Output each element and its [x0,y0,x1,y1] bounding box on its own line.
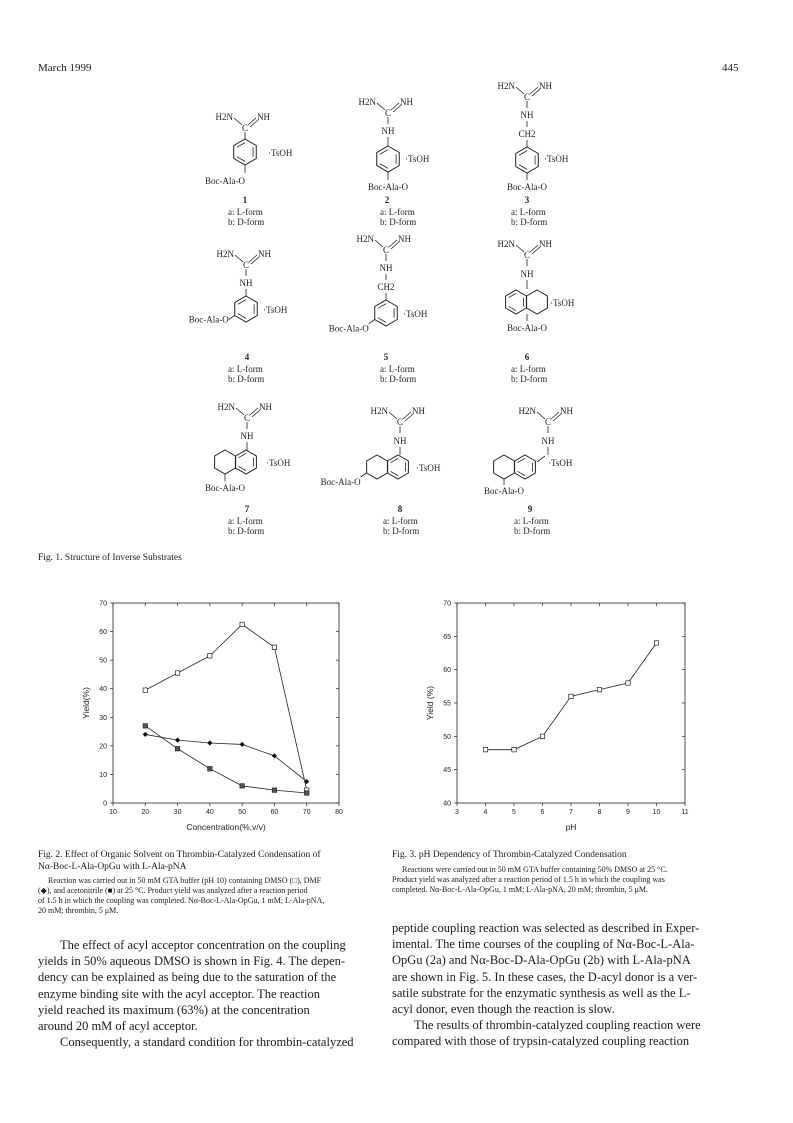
series-1 [143,622,309,792]
left-line-3: dency can be explained as being due to the saturation of the [38,970,337,985]
data-point [208,654,212,658]
benzene-ring [367,455,388,479]
fig3-title: Fig. 3. pH Dependency of Thrombin-Catalyzed Condensation [392,850,627,860]
data-point [208,767,212,771]
data-point [654,641,658,645]
compound-number-9: 9 [527,504,533,514]
y-tick-label: 65 [443,633,451,641]
x-tick-label: 3 [455,809,459,816]
boc-ala-o-label: Boc-Ala-O [484,486,524,496]
h2n-label: H2N [358,97,376,107]
bond [403,412,411,419]
x-tick-label: 7 [569,809,573,816]
series-1 [483,641,658,752]
structure-9 [484,406,573,496]
left-line-7: Consequently, a standard condition for thrombin-catalyzed [60,1035,354,1050]
boc-ala-o-label: Boc-Ala-O [188,314,229,325]
nh-label: NH [379,263,393,273]
structure-2 [359,97,430,192]
y-axis-label: Yield (%) [425,685,435,721]
plot-frame [457,603,685,803]
compound-number-8: 8 [397,504,403,514]
form-b-label: b: D-form [380,217,417,227]
compound-number-1: 1 [242,195,248,205]
data-point [569,694,573,698]
right-line-1: peptide coupling reaction was selected as described in Exper- [392,921,700,935]
y-axis-label: Yield(%) [81,687,91,719]
left-line-1: The effect of acyl acceptor concentration on the coupling [60,938,346,952]
right-line-5: satile substrate for the enzymatic synthesis as well as the L- [392,985,691,1000]
fig2-note-line4: 20 mM; thrombin, 5 μM. [38,906,119,915]
form-a-label: a: L-form [383,516,418,526]
nh-label: NH [560,406,573,416]
chart-axes [443,601,689,817]
form-b-label: b: D-form [514,526,551,536]
bond [229,316,235,320]
fig2-title-line1: Fig. 2. Effect of Organic Solvent on Thrombin-Catalyzed Condensation of [38,850,321,860]
y-tick-label: 55 [443,700,451,708]
structure-8 [321,406,441,487]
left-line-5: yield reached its maximum (63%) at the concentration [38,1002,310,1017]
carbon-label: C [382,245,390,255]
compound-number-6: 6 [524,352,530,362]
y-tick-label: 10 [99,771,107,779]
boc-ala-o-label: Boc-Ala-O [320,477,361,487]
tsoh-label: ·TsOH [550,298,575,308]
bond [537,456,545,462]
bond [389,240,397,247]
nh-label: NH [539,239,552,249]
y-tick-label: 30 [99,714,107,722]
fig3-note-line2: Product yield was analyzed after a reaction period of 1.5 h in which the coupling was [392,874,665,884]
compound-number-2: 2 [384,195,390,205]
carbon-label: C [523,92,531,102]
fig2-note-line3: of 1.5 h in which the coupling was completed. Nα-Boc-L-Ala-OpGu, 1 mM; L-Ala-pNA, [38,896,325,905]
nh-label: NH [539,81,552,91]
x-tick-label: 70 [302,809,311,816]
right-line-8: compared with those of trypsin-catalyzed coupling reaction [392,1034,690,1049]
form-a-label: a: L-form [511,207,546,217]
y-tick-label: 40 [443,800,451,808]
data-point [175,671,179,675]
form-b-label: b: D-form [380,374,417,384]
x-tick-label: 11 [681,809,689,816]
data-point [175,747,179,751]
x-tick-label: 10 [109,809,117,816]
h2n-label: H2N [216,249,234,259]
nh-label: NH [412,406,425,416]
page-number: 445 [722,62,739,74]
series-line [145,726,306,793]
bond [361,473,367,477]
bond [249,255,257,262]
data-point [483,747,487,751]
bond [391,103,399,110]
form-a-label: a: L-form [380,364,415,374]
bond [236,408,244,415]
fig2-title-line2: Nα-Boc-L-Ala-OpGu with L-Ala-pNA [38,861,187,872]
left-line-6: around 20 mM of acyl acceptor. [38,1019,198,1034]
carbon-label: C [241,123,249,133]
benzene-ring [494,455,515,479]
y-tick-label: 70 [99,600,107,608]
x-axis-label: pH [565,822,577,832]
series-line [145,624,306,790]
nh-label: NH [393,436,407,446]
tsoh-label: ·TsOH [268,148,293,158]
data-point [240,784,244,788]
form-b-label: b: D-form [511,217,548,227]
nh-label: NH [239,278,253,288]
carbon-label: C [523,250,531,260]
fig2-note-line1: Reaction was carried out in 50 mM GTA buffer (pH 10) containing DMSO (□), DMF [48,876,322,885]
data-point [143,732,148,737]
fig2-chart [55,595,355,845]
data-point [305,791,309,795]
bond [516,87,524,94]
nh-label: NH [257,112,270,122]
y-tick-label: 50 [99,657,107,665]
right-line-6: acyl donor, even though the reaction is slow. [392,1002,615,1017]
tsoh-label: ·TsOH [416,463,441,473]
y-tick-label: 60 [443,667,451,675]
compound-number-5: 5 [383,352,389,362]
nh-label: NH [541,436,555,446]
form-a-label: a: L-form [511,364,546,374]
nh-label: NH [400,97,413,107]
form-a-label: a: L-form [380,207,415,217]
right-line-3: OpGu (2a) and Nα-Boc-D-Ala-OpGu (2b) with L-Ala-pNA [392,953,691,968]
carbon-label: C [384,108,392,118]
series-2 [143,732,310,784]
data-point [626,681,630,685]
fig2-caption-block [38,850,383,916]
bond [530,87,538,94]
boc-ala-o-label: Boc-Ala-O [205,483,245,493]
tsoh-label: ·TsOH [548,458,573,468]
right-line-7: The results of thrombin-catalyzed coupling reaction were [414,1018,701,1033]
carbon-label: C [544,417,552,427]
carbon-label: C [396,417,404,427]
nh-label: NH [258,249,271,259]
x-tick-label: 20 [141,809,150,816]
series-line [145,734,306,781]
benzene-ring [527,290,548,314]
data-point [597,687,601,691]
form-a-label: a: L-form [514,516,549,526]
form-b-label: b: D-form [228,374,265,384]
body-right-column [392,920,732,1050]
form-a-label: a: L-form [228,364,263,374]
nh-label: NH [520,110,534,120]
structure-3 [498,81,569,192]
tsoh-label: ·TsOH [403,309,428,319]
y-tick-label: 40 [99,686,107,694]
h2n-label: H2N [497,81,515,91]
y-tick-label: 0 [103,800,107,808]
tsoh-label: ·TsOH [405,154,430,164]
structure-6 [498,239,575,333]
x-axis-label: Concentration(%,v/v) [186,822,266,832]
nh-label: NH [259,402,272,412]
boc-ala-o-label: Boc-Ala-O [368,182,408,192]
structure-7 [205,402,291,493]
y-tick-label: 70 [443,600,451,608]
running-header-date: March 1999 [38,62,92,74]
h2n-label: H2N [217,402,235,412]
y-tick-label: 45 [443,767,451,775]
left-line-2: yields in 50% aqueous DMSO is shown in Fig. 4. The depen- [38,954,346,969]
data-point [240,622,244,626]
fig1-caption: Fig. 1. Structure of Inverse Substrates [38,553,182,563]
structure-4 [189,249,288,325]
plot-frame [113,603,339,803]
series-3 [143,724,309,796]
bond [235,255,243,262]
h2n-label: H2N [215,112,233,122]
y-tick-label: 20 [99,743,107,751]
carbon-label: C [242,260,250,270]
fig3-note-line3: completed. Nα-Boc-L-Ala-OpGu, 1 mM; L-Ala-pNA, 20 mM; thrombin, 5 μM. [392,884,648,894]
h2n-label: H2N [497,239,515,249]
bond [377,103,385,110]
data-point [175,738,180,743]
compound-number-7: 7 [244,504,250,514]
data-point [143,688,147,692]
x-tick-label: 6 [540,809,545,816]
compound-number-3: 3 [524,195,530,205]
x-tick-label: 80 [335,809,343,816]
fig3-note-line1: Reactions were carried out in 50 mM GTA buffer containing 50% DMSO at 25 °C. [402,864,668,874]
data-point [272,788,276,792]
boc-ala-o-label: Boc-Ala-O [507,182,547,192]
x-tick-label: 9 [626,809,630,816]
boc-ala-o-label: Boc-Ala-O [328,323,369,334]
x-tick-label: 50 [238,809,247,816]
bond [375,240,383,247]
x-tick-label: 10 [652,809,661,816]
boc-ala-o-label: Boc-Ala-O [507,323,547,333]
data-point [207,740,212,745]
form-b-label: b: D-form [228,217,265,227]
fig2-note-line2: (◆), and acetonitrile (■) at 25 °C. Product yield was analyzed after a reaction period [38,886,308,895]
bond [516,245,524,252]
bond [389,412,397,419]
nh-label: NH [240,431,254,441]
nh-label: NH [520,269,534,279]
form-b-label: b: D-form [511,374,548,384]
bond [551,412,559,419]
nh-label: NH [398,234,411,244]
y-tick-label: 60 [99,629,107,637]
data-point [272,645,276,649]
tsoh-label: ·TsOH [263,305,288,315]
carbon-label: C [243,413,251,423]
x-tick-label: 60 [270,809,279,816]
body-left-column [38,937,374,1050]
data-point [512,747,516,751]
data-point [143,724,147,728]
x-tick-label: 4 [483,809,488,816]
y-tick-label: 50 [443,733,451,741]
structure-1 [205,112,293,186]
boc-ala-o-label: Boc-Ala-O [205,176,245,186]
tsoh-label: ·TsOH [544,154,569,164]
structure-5 [329,234,428,334]
h2n-label: H2N [370,406,388,416]
data-point [540,734,544,738]
h2n-label: H2N [356,234,374,244]
bond [234,118,242,125]
compound-number-4: 4 [244,352,250,362]
form-b-label: b: D-form [383,526,420,536]
x-tick-label: 40 [205,809,214,816]
form-a-label: a: L-form [228,516,263,526]
right-line-2: imental. The time courses of the coupling of Nα-Boc-L-Ala- [392,937,695,952]
bond [369,320,375,324]
form-b-label: b: D-form [228,526,265,536]
x-tick-label: 30 [173,809,182,816]
left-line-4: enzyme binding site with the acyl acceptor. The reaction [38,986,320,1001]
bond [248,118,256,125]
fig3-chart [395,595,700,845]
form-a-label: a: L-form [228,207,263,217]
right-line-4: are shown in Fig. 5. In these cases, the D-acyl donor is a ver- [392,969,698,984]
bond [537,412,545,419]
nh-label: NH [381,126,395,136]
tsoh-label: ·TsOH [266,458,291,468]
bond [530,245,538,252]
fig3-caption-block [392,850,752,895]
bond [250,408,258,415]
x-tick-label: 5 [512,809,516,816]
ch2-label: CH2 [518,129,536,139]
data-point [240,742,245,747]
h2n-label: H2N [518,406,536,416]
benzene-ring [215,450,236,474]
ch2-label: CH2 [377,282,395,292]
x-tick-label: 8 [597,809,602,816]
